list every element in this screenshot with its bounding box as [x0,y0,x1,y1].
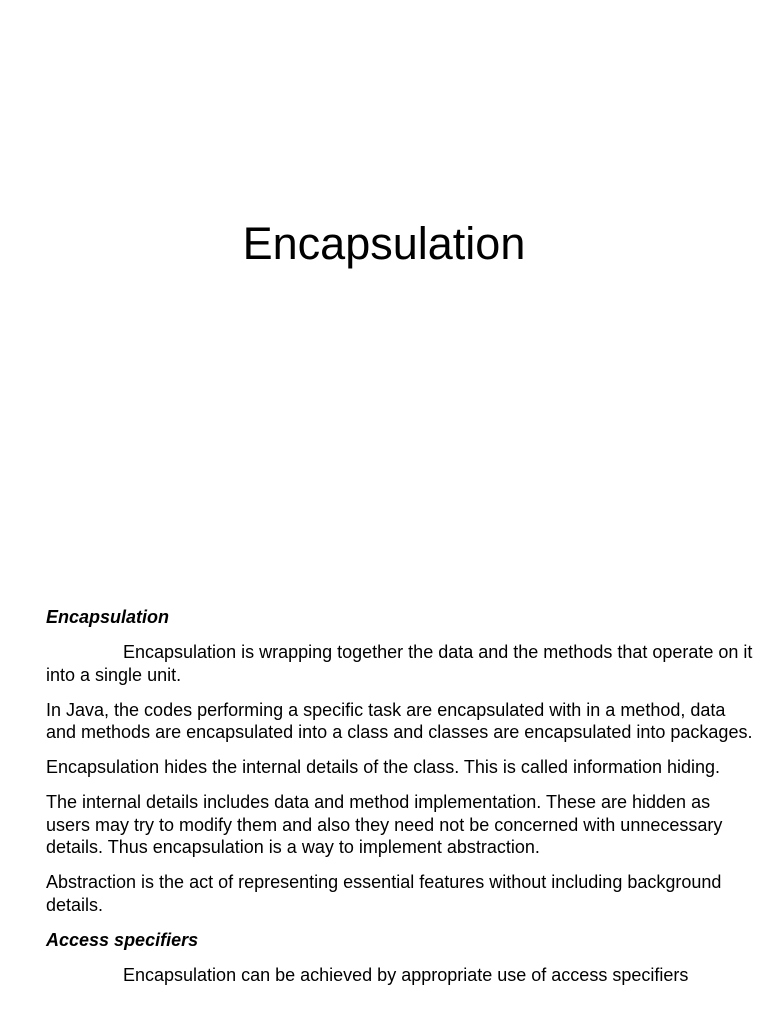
document-body [46,606,756,999]
section-heading-encapsulation: Encapsulation [46,607,170,627]
paragraph-internal-details: The internal details includes data and method implementation. These are hidden as users may try to modify them and also they need not be concerned with unnecessary details. Thus encapsulation is a way to implement abstraction. [46,792,723,857]
paragraph-java: In Java, the codes performing a specific task are encapsulated with in a method, data and methods are encapsulated into a class and classes are encapsulated into packages. [46,699,753,742]
paragraph-access-specifiers: Encapsulation can be achieved by appropriate use of access specifiers [123,964,689,985]
paragraph-information-hiding: Encapsulation hides the internal details of the class. This is called information hiding. [46,757,721,777]
paragraph-definition: Encapsulation is wrapping together the data and the methods that operate on it into a single unit. [46,642,753,685]
section-heading-access-specifiers: Access specifiers [46,929,199,950]
paragraph-abstraction: Abstraction is the act of representing essential features without including background details. [46,872,722,915]
page-title: Encapsulation [242,218,526,269]
